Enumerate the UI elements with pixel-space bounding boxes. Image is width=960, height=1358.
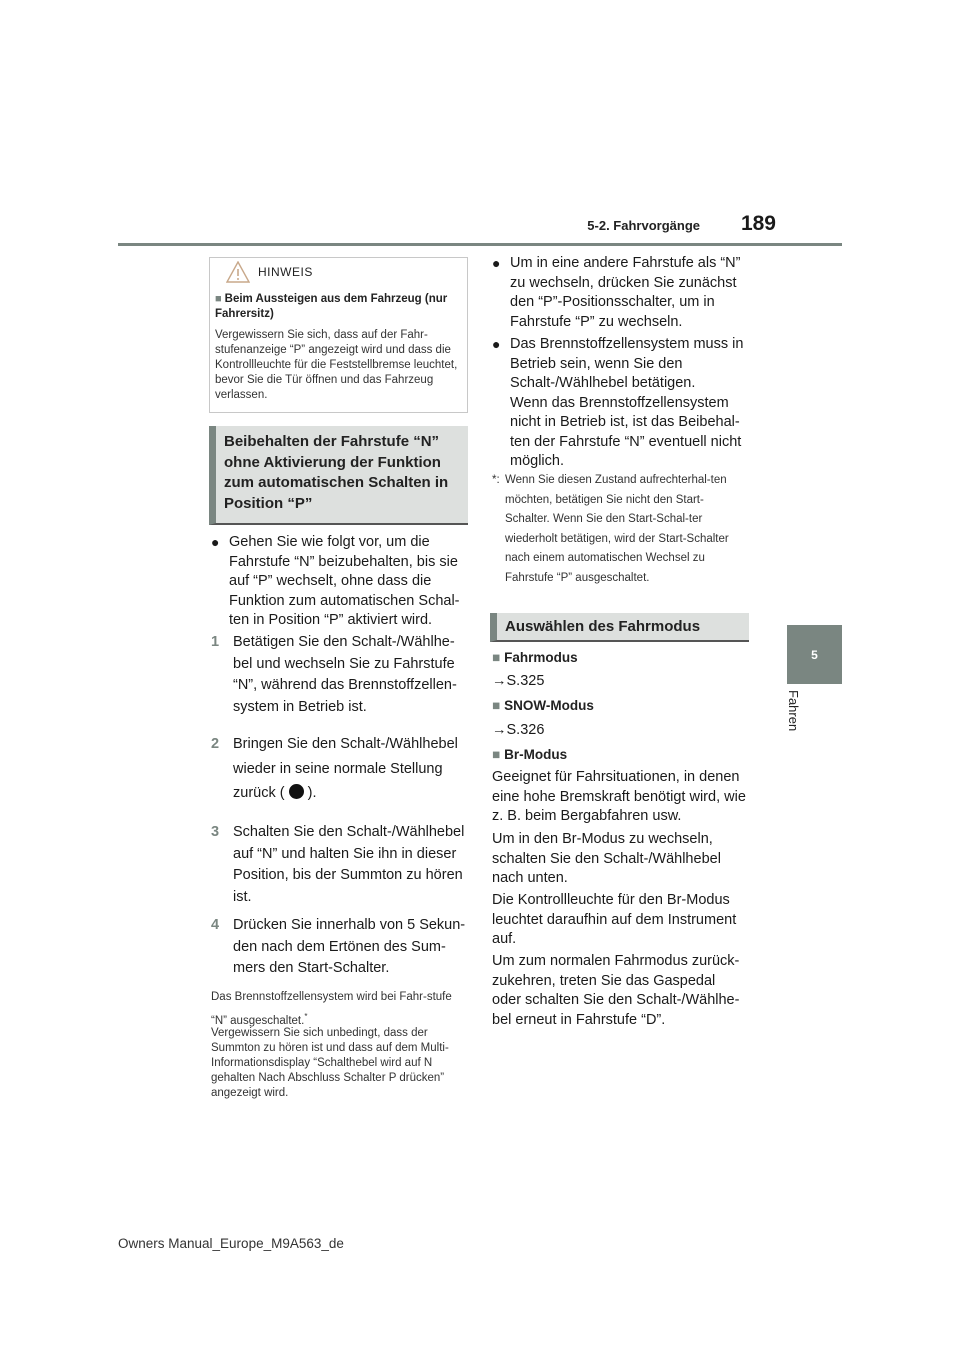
note-heading	[215, 292, 463, 322]
step-text	[211, 732, 466, 806]
paragraph: Um zum normalen Fahrmodus zurück-zukehren, treten Sie das Gaspedal oder schalten Sie den Schalt-/Wählhe-bel erneut in Fahrstufe “D”.	[492, 953, 740, 1028]
list-item-text-line2: Wenn das Brennstoffzellensystem nicht in Betrieb ist, ist das Beibehal-ten der Fahrstufe “N” eventuell nicht möglich.	[510, 394, 742, 469]
subheading-text: Br-Modus	[504, 747, 568, 762]
square-bullet-icon: ■	[492, 747, 501, 762]
subheading-drive-mode	[492, 650, 578, 665]
paragraph: Die Kontrollleuchte für den Br-Modus leuchtet daraufhin auf dem Instrument auf.	[492, 892, 737, 947]
list-item-text: Um in eine andere Fahrstufe als “N” zu wechseln, drücken Sie zunächst den “P”-Positionsschalter, um in Fahrstufe “P” zu wechseln.	[510, 255, 741, 330]
page-reference-link[interactable]: →S.326	[492, 722, 545, 738]
info-note-2: Vergewissern Sie sich unbedingt, dass der Summton zu hören ist und dass auf dem Multi-Informationsdisplay “Schalthebel wird auf N gehalten Nach Abschluss Schalter P drücken” angezeigt wird.	[211, 1027, 449, 1099]
info-note-1	[211, 987, 461, 1031]
document-footer: Owners Manual_Europe_M9A563_de	[118, 1236, 344, 1251]
footnote	[492, 471, 748, 588]
note-title: HINWEIS	[258, 265, 313, 279]
note-body: Vergewissern Sie sich, dass auf der Fahr-stufenanzeige “P” angezeigt wird und dass die Kontrollleuchte für die Feststellbremse leuchtet, bevor Sie die Tür öffnen und das Fahrzeug verlassen.	[215, 329, 458, 401]
bullet-dot-icon: ●	[211, 534, 220, 550]
square-bullet-icon: ■	[492, 698, 501, 713]
list-item	[492, 254, 746, 332]
step-1	[211, 632, 466, 718]
note-heading-text: Beim Aussteigen aus dem Fahrzeug (nur Fahrersitz)	[215, 293, 448, 320]
list-item	[211, 533, 463, 631]
info-note-1-text: Das Brennstoffzellensystem wird bei Fahr-stufe “N” ausgeschaltet.	[211, 991, 452, 1027]
step-text: Schalten Sie den Schalt-/Wählhebel auf “N” und halten Sie ihn in dieser Position, bis der Summton zu hören ist.	[233, 824, 465, 905]
footnote-marker: *:	[492, 474, 500, 486]
step-number: 3	[211, 824, 220, 840]
section-title: 5-2. Fahrvorgänge	[587, 218, 700, 233]
step-4	[211, 915, 466, 980]
list-item	[492, 335, 746, 472]
section-heading-neutral: Beibehalten der Fahrstufe “N” ohne Aktivierung der Funktion zum automatischen Schalten in Position “P”	[209, 426, 468, 525]
chapter-side-label-text: Fahren	[786, 690, 801, 732]
step-3	[211, 822, 466, 908]
bullet-dot-icon: ●	[492, 336, 501, 352]
subheading-text: Fahrmodus	[504, 650, 578, 665]
step-number: 1	[211, 634, 220, 650]
page-reference-link[interactable]: →S.325	[492, 673, 545, 689]
filled-circle-icon	[289, 784, 304, 799]
paragraph: Geeignet für Fahrsituationen, in denen eine hohe Bremskraft benötigt wird, wie z. B. beim Bergabfahren usw.	[492, 769, 746, 824]
step-text-after: ).	[307, 785, 317, 801]
step-text: Drücken Sie innerhalb von 5 Sekun-den nach dem Ertönen des Sum-mers den Start-Schalter.	[233, 917, 466, 976]
list-item-text	[492, 335, 746, 472]
square-bullet-icon: ■	[215, 293, 222, 305]
step-number: 4	[211, 917, 220, 933]
warning-triangle-icon	[226, 261, 250, 283]
square-bullet-icon: ■	[492, 650, 501, 665]
paragraph: Um in den Br-Modus zu wechseln, schalten Sie den Schalt-/Wählhebel nach unten.	[492, 831, 721, 886]
footnote-marker: *	[304, 1012, 308, 1021]
list-item-text-line1: Das Brennstoffzellensystem muss in Betrieb sein, wenn Sie den Schalt-/Wählhebel betätigen.	[510, 336, 744, 391]
page-number: 189	[740, 212, 776, 235]
subheading-br-mode	[492, 747, 567, 762]
step-2	[211, 732, 466, 806]
footnote-text: Wenn Sie diesen Zustand aufrechterhal-ten möchten, betätigen Sie nicht den Start-Schalter. Wenn Sie den Start-Schal-ter wiederholt betätigen, wird der Start-Schalter nach einem automatischen Wechsel zu Fahrstufe “P” ausgeschaltet.	[505, 474, 729, 584]
step-number: 2	[211, 736, 220, 752]
step-text-before: Bringen Sie den Schalt-/Wählhebel wieder in seine normale Stellung zurück (	[233, 736, 458, 801]
list-item-text: Gehen Sie wie folgt vor, um die Fahrstufe “N” beizubehalten, bis sie auf “P” wechselt, ohne dass die Funktion zum automatischen Schal-ten in Position “P” aktiviert wird.	[229, 534, 460, 628]
bullet-dot-icon: ●	[492, 255, 501, 271]
subheading-snow-mode	[492, 698, 594, 713]
subheading-text: SNOW-Modus	[504, 698, 594, 713]
header-rule	[118, 243, 842, 246]
chapter-tab	[787, 625, 842, 684]
chapter-tab-number: 5	[811, 647, 818, 662]
section-heading-drive-mode: Auswählen des Fahrmodus	[490, 613, 749, 642]
chapter-side-label	[774, 690, 814, 750]
step-text: Betätigen Sie den Schalt-/Wählhe-bel und wechseln Sie zu Fahrstufe “N”, während das Brennstoffzellen-system in Betrieb ist.	[233, 634, 457, 715]
